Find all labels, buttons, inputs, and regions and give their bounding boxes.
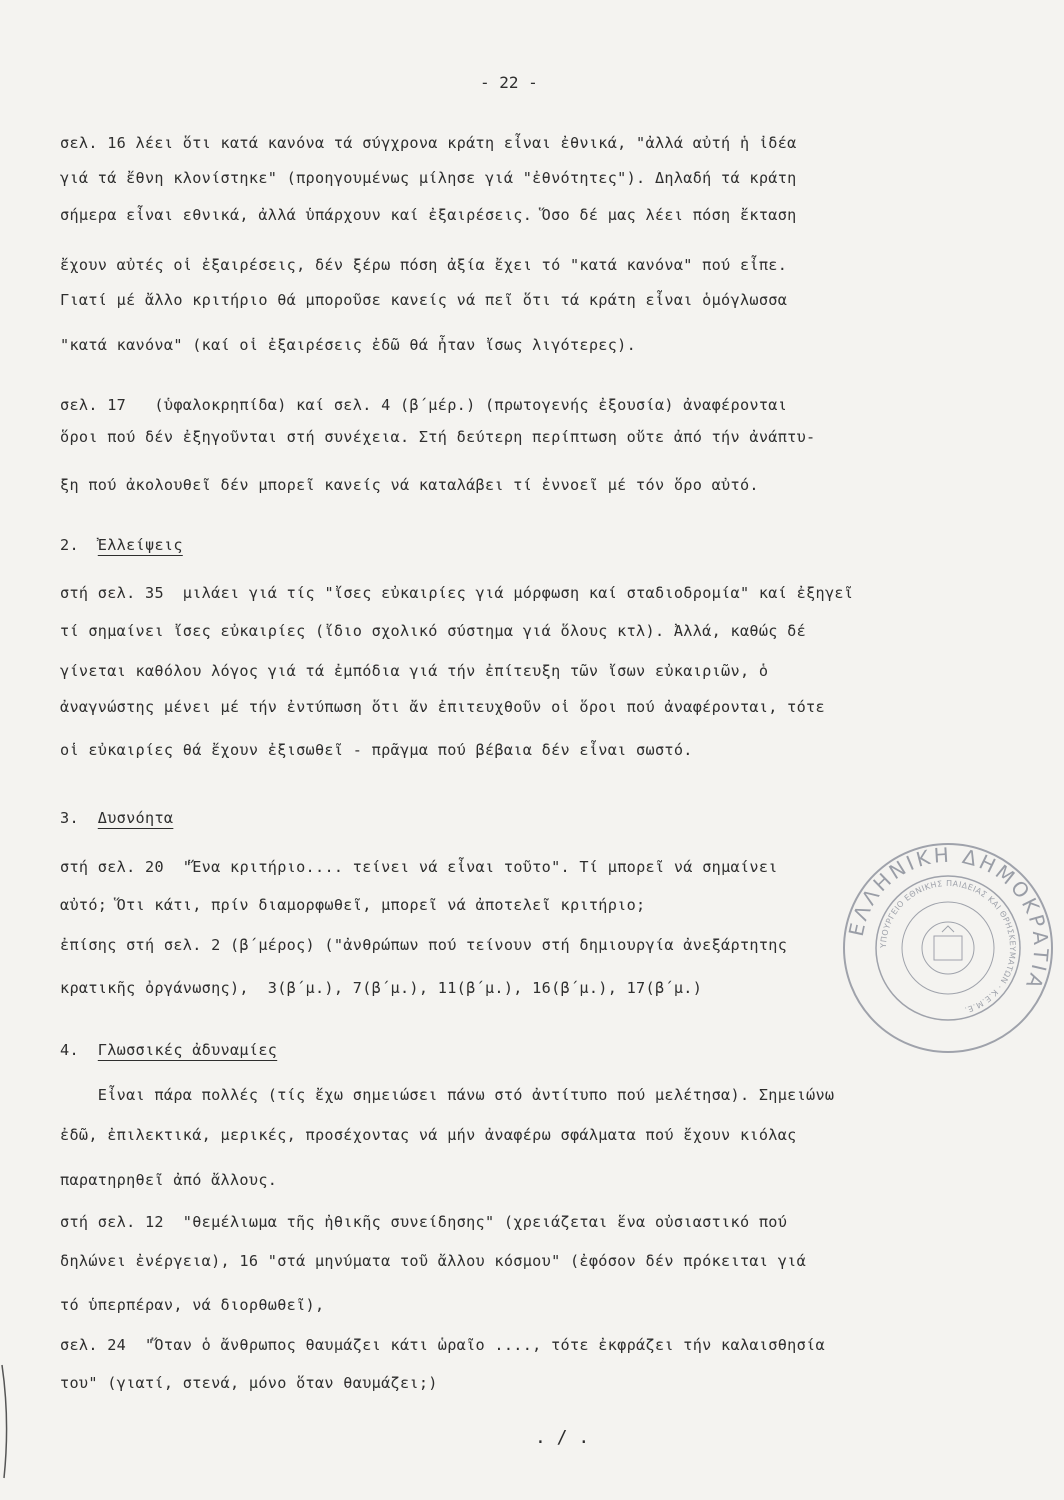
text-line: σελ. 16 λέει ὅτι κατά κανόνα τά σύγχρονα κράτη εἶναι ἐθνικά, "ἀλλά αὐτή ἡ ἰδέα xyxy=(60,134,797,152)
text-line: ἐπίσης στή σελ. 2 (β΄μέρος) ("ἀνθρώπων πού τείνουν στή δημιουργία ἀνεξάρτητης xyxy=(60,936,788,954)
text-line: τί σημαίνει ἴσες εὐκαιρίες (ἴδιο σχολικό σύστημα γιά ὅλους κτλ). Ἀλλά, καθώς δέ xyxy=(60,622,807,640)
text-line: ξη πού ἀκολουθεῖ δέν μπορεῖ κανείς νά καταλάβει τί ἐννοεῖ μέ τόν ὅρο αὐτό. xyxy=(60,476,759,494)
margin-pencil-mark xyxy=(0,1360,20,1480)
text-line: σήμερα εἶναι εθνικά, ἀλλά ὑπάρχουν καί ἐξαιρέσεις. Ὅσο δέ μας λέει πόση ἔκταση xyxy=(60,206,797,224)
text-line: ἔχουν αὐτές οἱ ἐξαιρέσεις, δέν ξέρω πόση ἀξία ἔχει τό "κατά κανόνα" πού εἶπε. xyxy=(60,256,788,274)
continuation-mark: . / . xyxy=(535,1427,590,1448)
text-line: οἱ εὐκαιρίες θά ἔχουν ἐξισωθεῖ - πρᾶγμα πού βέβαια δέν εἶναι σωστό. xyxy=(60,741,693,759)
section-heading xyxy=(60,808,173,828)
official-stamp xyxy=(838,838,1058,1058)
text-line: τό ὑπερπέραν, νά διορθωθεῖ), xyxy=(60,1296,325,1314)
text-line: ὅροι πού δέν ἐξηγοῦνται στή συνέχεια. Στή δεύτερη περίπτωση οὔτε ἀπό τήν ἀνάπτυ- xyxy=(60,428,816,446)
text-line: σελ. 24 "Ὅταν ὁ ἄνθρωπος θαυμάζει κάτι ὡραῖο ...., τότε ἐκφράζει τήν καλαισθησία xyxy=(60,1336,825,1354)
section-title: Ἐλλείψεις xyxy=(97,536,183,554)
text-line: ἀναγνώστης μένει μέ τήν ἐντύπωση ὅτι ἄν ἐπιτευχθοῦν οἱ ὅροι πού ἀναφέρονται, τότε xyxy=(60,698,825,716)
text-line: του" (γιατί, στενά, μόνο ὅταν θαυμάζει;) xyxy=(60,1374,438,1392)
text-line: Εἶναι πάρα πολλές (τίς ἔχω σημειώσει πάνω στό ἀντίτυπο πού μελέτησα). Σημειώνω xyxy=(60,1086,835,1104)
section-number: 2. xyxy=(60,536,79,554)
svg-text:ΕΛΛΗΝΙΚΗ ΔΗΜΟΚΡΑΤΙΑ xyxy=(844,843,1054,995)
stamp-inner-text: ΥΠΟΥΡΓΕΙΟ ΕΘΝΙΚΗΣ ΠΑΙΔΕΙΑΣ ΚΑΙ ΘΡΗΣΚΕΥΜΑΤΩΝ · Κ.Ε.Μ.Ε. xyxy=(878,878,1018,1015)
text-line: παρατηρηθεῖ ἀπό ἄλλους. xyxy=(60,1171,278,1189)
line-rest: σελ. 35 μιλάει γιά τίς "ἴσες εὐκαιρίες γιά μόρφωση καί σταδιοδρομία" καί ἐξηγεῖ xyxy=(97,584,854,602)
text-line xyxy=(60,857,778,877)
line-rest: σελ. 20 "Ἕνα κριτήριο.... τείνει νά εἶναι τοῦτο". Τί μπορεῖ νά σημαίνει xyxy=(97,858,778,876)
section-heading xyxy=(60,1040,277,1060)
section-heading xyxy=(60,535,183,555)
text-line: γίνεται καθόλου λόγος γιά τά ἐμπόδια γιά τήν ἐπίτευξη τῶν ἴσων εὐκαιριῶν, ὁ xyxy=(60,662,769,680)
text-line: σελ. 17 (ὑφαλοκρηπίδα) καί σελ. 4 (β΄μέρ.) (πρωτογενής ἐξουσία) ἀναφέρονται xyxy=(60,396,788,414)
text-line: στή σελ. 12 "θεμέλιωμα τῆς ἠθικῆς συνείδησης" (χρειάζεται ἕνα οὐσιαστικό πού xyxy=(60,1213,788,1231)
line-lead: στή xyxy=(60,858,89,876)
text-line: "κατά κανόνα" (καί οἱ ἐξαιρέσεις ἐδῶ θά ἦταν ἴσως λιγότερες). xyxy=(60,336,637,354)
text-line: γιά τά ἔθνη κλονίστηκε" (προηγουμένως μίλησε γιά "ἐθνότητες"). Δηλαδή τά κράτη xyxy=(60,169,797,187)
page-number: - 22 - xyxy=(480,73,538,92)
section-number: 4. xyxy=(60,1041,79,1059)
line-lead: στή xyxy=(60,584,89,602)
section-title: Δυσνόητα xyxy=(97,809,174,827)
text-line: αὐτό; Ὅτι κάτι, πρίν διαμορφωθεῖ, μπορεῖ νά ἀποτελεῖ κριτήριο; xyxy=(60,896,646,914)
text-line: Γιατί μέ ἄλλο κριτήριο θά μποροῦσε κανείς νά πεῖ ὅτι τά κράτη εἶναι ὁμόγλωσσα xyxy=(60,291,788,309)
text-line: κρατικῆς ὀργάνωσης), 3(β΄μ.), 7(β΄μ.), 11(β΄μ.), 16(β΄μ.), 17(β΄μ.) xyxy=(60,979,703,997)
text-line xyxy=(60,583,853,603)
stamp-outer-text: ΕΛΛΗΝΙΚΗ ΔΗΜΟΚΡΑΤΙΑ xyxy=(843,842,1054,995)
section-number: 3. xyxy=(60,809,79,827)
section-title: Γλωσσικές ἀδυναμίες xyxy=(97,1041,278,1059)
text-line: ἐδῶ, ἐπιλεκτικά, μερικές, προσέχοντας νά μήν ἀναφέρω σφάλματα πού ἔχουν κιόλας xyxy=(60,1126,797,1144)
text-line: δηλώνει ἐνέργεια), 16 "στά μηνύματα τοῦ ἄλλου κόσμου" (ἐφόσον δέν πρόκειται γιά xyxy=(60,1252,807,1270)
